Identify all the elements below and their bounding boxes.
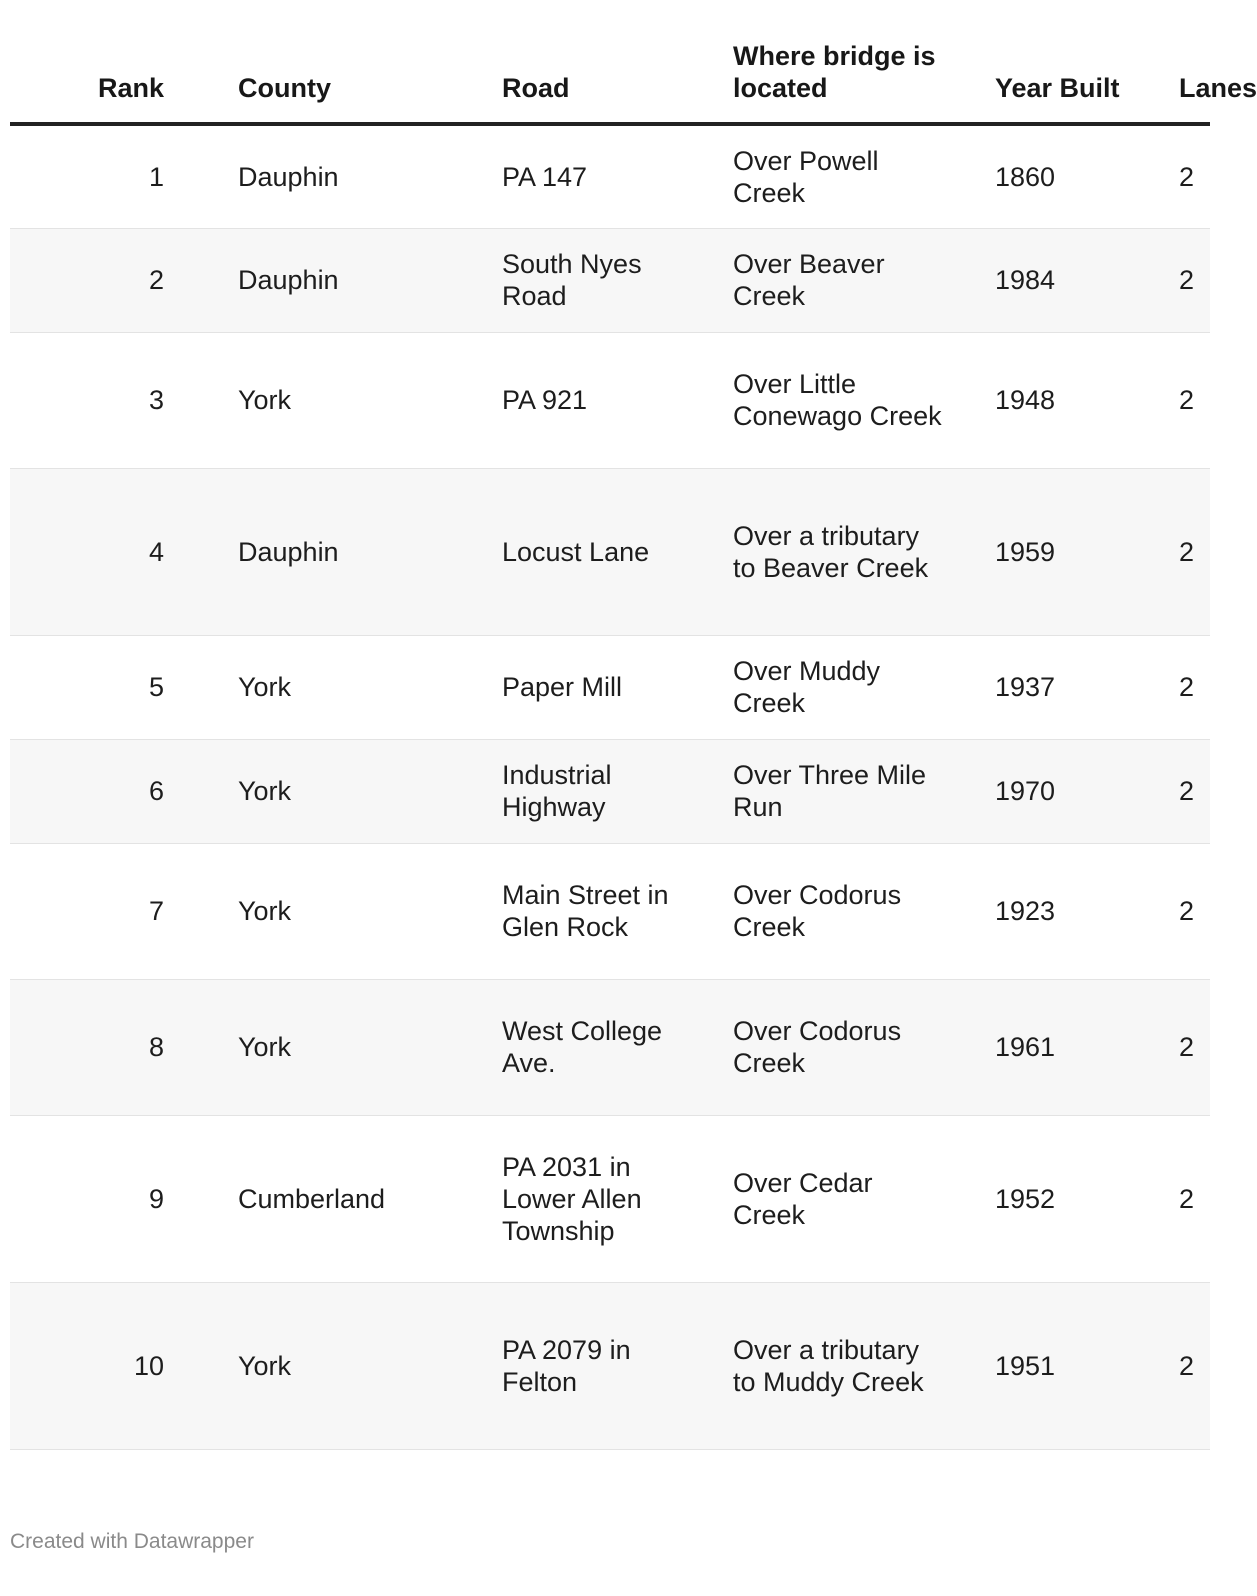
cell-year: 1970	[975, 739, 1167, 843]
cell-rank: 9	[10, 1115, 186, 1282]
table-row	[10, 332, 1210, 468]
cell-lanes: 2	[1167, 979, 1210, 1115]
header-row	[10, 40, 1210, 124]
table-row	[10, 635, 1210, 739]
cell-county: Dauphin	[186, 468, 482, 635]
cell-county: Dauphin	[186, 124, 482, 228]
cell-rank: 2	[10, 228, 186, 332]
cell-road: Locust Lane	[482, 468, 713, 635]
table-body	[10, 124, 1210, 1449]
cell-location: Over Codorus Creek	[713, 979, 975, 1115]
cell-road: West College Ave.	[482, 979, 713, 1115]
column-header-road[interactable]: Road	[482, 40, 713, 124]
cell-county: Cumberland	[186, 1115, 482, 1282]
cell-county: Dauphin	[186, 228, 482, 332]
cell-lanes: 2	[1167, 843, 1210, 979]
cell-lanes: 2	[1167, 739, 1210, 843]
cell-lanes: 2	[1167, 635, 1210, 739]
cell-county: York	[186, 979, 482, 1115]
cell-location: Over Codorus Creek	[713, 843, 975, 979]
cell-county: York	[186, 635, 482, 739]
table-row	[10, 979, 1210, 1115]
cell-year: 1959	[975, 468, 1167, 635]
cell-road: PA 921	[482, 332, 713, 468]
cell-county: York	[186, 739, 482, 843]
cell-location: Over a tributary to Muddy Creek	[713, 1282, 975, 1449]
cell-location: Over Cedar Creek	[713, 1115, 975, 1282]
cell-year: 1948	[975, 332, 1167, 468]
cell-location: Over a tributary to Beaver Creek	[713, 468, 975, 635]
cell-county: York	[186, 1282, 482, 1449]
table-row	[10, 468, 1210, 635]
cell-year: 1923	[975, 843, 1167, 979]
datawrapper-credit[interactable]: Created with Datawrapper	[10, 1530, 254, 1553]
table-row	[10, 228, 1210, 332]
column-header-rank[interactable]: Rank	[10, 40, 186, 124]
cell-year: 1937	[975, 635, 1167, 739]
cell-location: Over Beaver Creek	[713, 228, 975, 332]
cell-rank: 5	[10, 635, 186, 739]
cell-rank: 1	[10, 124, 186, 228]
cell-location: Over Three Mile Run	[713, 739, 975, 843]
cell-road: South Nyes Road	[482, 228, 713, 332]
cell-road: PA 147	[482, 124, 713, 228]
cell-year: 1952	[975, 1115, 1167, 1282]
cell-year: 1984	[975, 228, 1167, 332]
cell-rank: 7	[10, 843, 186, 979]
cell-lanes: 2	[1167, 1115, 1210, 1282]
table-row	[10, 739, 1210, 843]
table-row	[10, 1282, 1210, 1449]
cell-road: Industrial Highway	[482, 739, 713, 843]
cell-lanes: 2	[1167, 468, 1210, 635]
table-row	[10, 1115, 1210, 1282]
cell-lanes: 2	[1167, 1282, 1210, 1449]
cell-location: Over Powell Creek	[713, 124, 975, 228]
cell-rank: 10	[10, 1282, 186, 1449]
table-row	[10, 843, 1210, 979]
cell-location: Over Muddy Creek	[713, 635, 975, 739]
cell-year: 1961	[975, 979, 1167, 1115]
cell-year: 1951	[975, 1282, 1167, 1449]
cell-rank: 8	[10, 979, 186, 1115]
cell-rank: 6	[10, 739, 186, 843]
cell-rank: 4	[10, 468, 186, 635]
column-header-location[interactable]: Where bridge is located	[713, 40, 975, 124]
cell-road: PA 2079 in Felton	[482, 1282, 713, 1449]
cell-county: York	[186, 332, 482, 468]
cell-rank: 3	[10, 332, 186, 468]
table-header	[10, 40, 1257, 124]
cell-road: Main Street in Glen Rock	[482, 843, 713, 979]
cell-county: York	[186, 843, 482, 979]
cell-lanes: 2	[1167, 124, 1210, 228]
cell-road: Paper Mill	[482, 635, 713, 739]
column-header-county[interactable]: County	[186, 40, 482, 124]
column-header-year-built[interactable]: Year Built	[975, 40, 1167, 124]
column-header-lanes[interactable]: Lanes	[1167, 40, 1210, 124]
bridge-table	[10, 40, 1257, 1450]
cell-year: 1860	[975, 124, 1167, 228]
cell-lanes: 2	[1167, 332, 1210, 468]
cell-lanes: 2	[1167, 228, 1210, 332]
cell-road: PA 2031 in Lower Allen Township	[482, 1115, 713, 1282]
bridge-table-container	[10, 40, 1257, 1450]
table-row	[10, 124, 1210, 228]
cell-location: Over Little Conewago Creek	[713, 332, 975, 468]
